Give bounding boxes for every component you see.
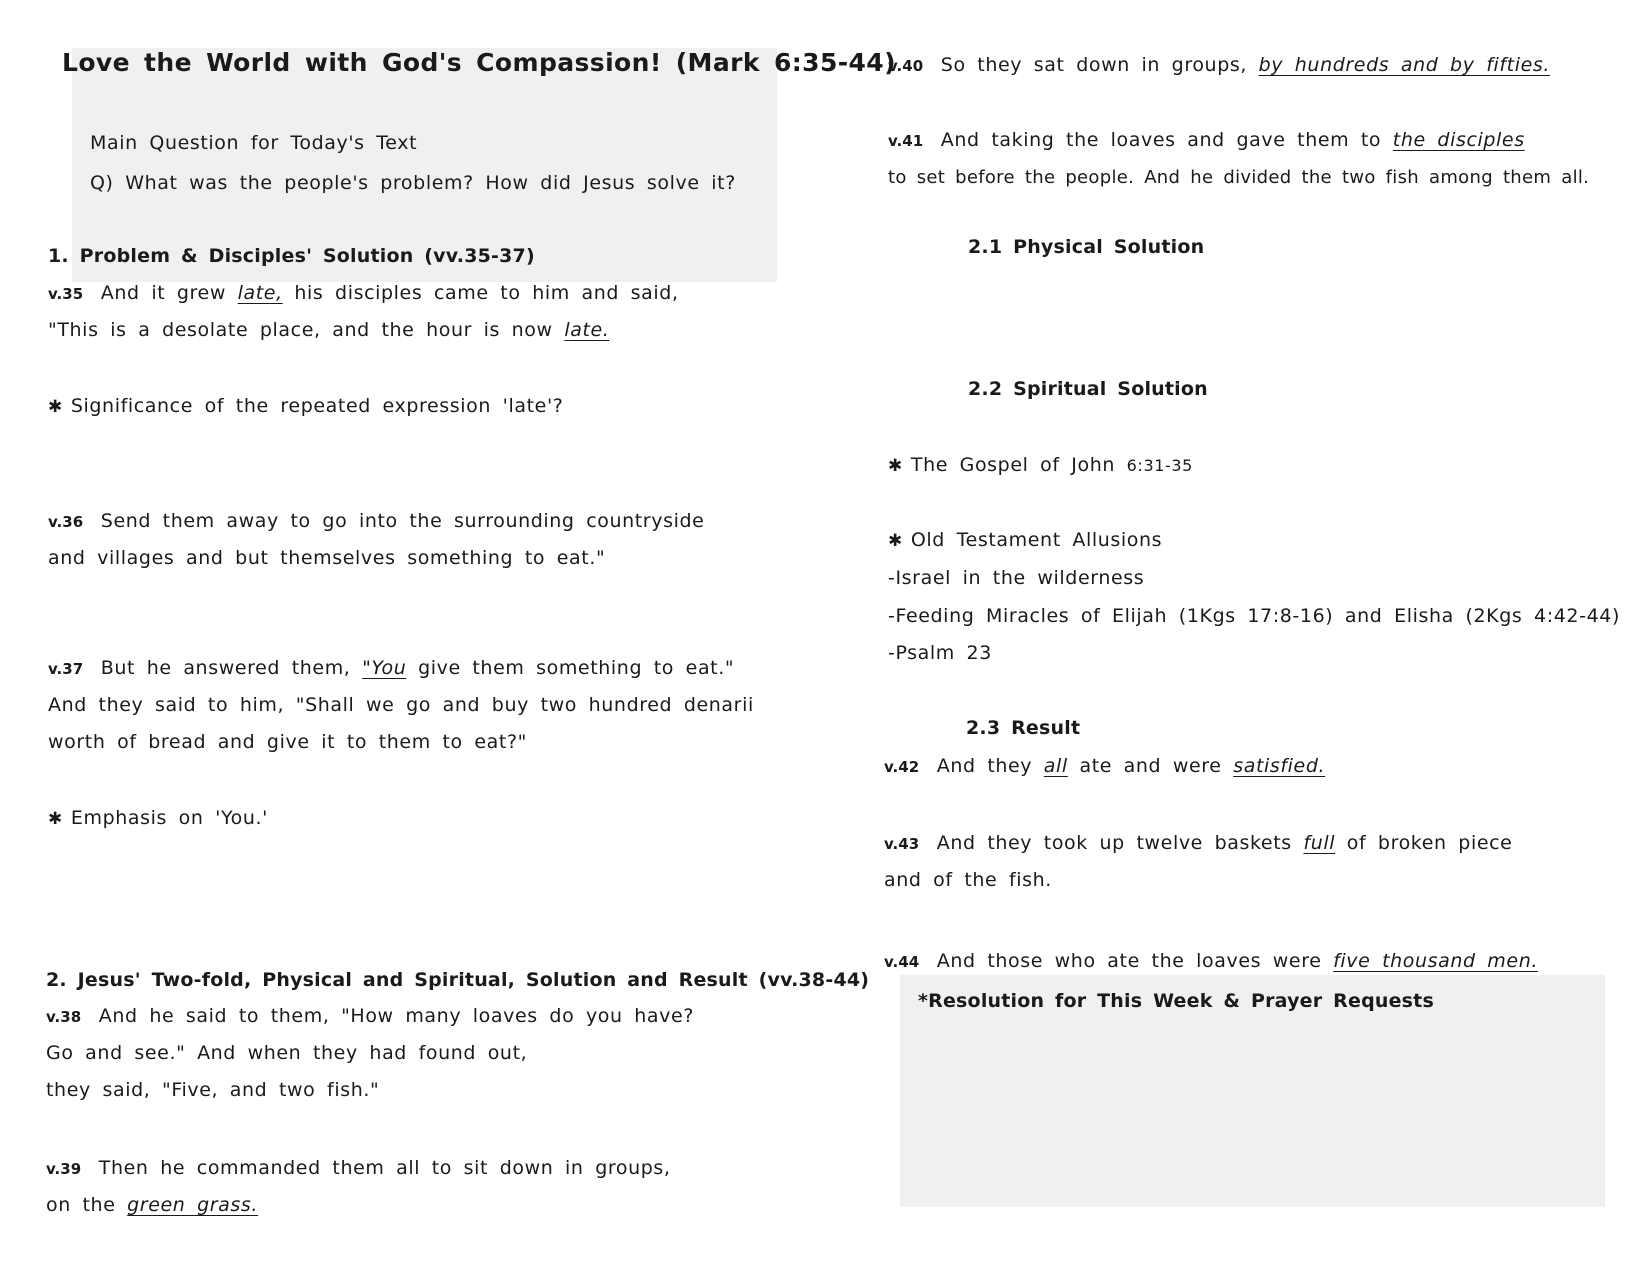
verse-number: v.35 bbox=[48, 285, 84, 303]
verse-43-line-1 bbox=[884, 830, 1512, 857]
verse-number: v.43 bbox=[884, 835, 920, 853]
subsection-2-3-heading: 2.3 Result bbox=[966, 717, 1081, 739]
note-john bbox=[888, 452, 1193, 479]
main-question: Q) What was the people's problem? How did Jesus solve it? bbox=[90, 172, 736, 194]
verse-44-line bbox=[884, 948, 1538, 975]
verse-text: And those who ate the loaves were bbox=[936, 950, 1322, 972]
underlined-phrase: by hundreds and by fifties. bbox=[1258, 54, 1551, 76]
verse-text: But he answered them, bbox=[100, 657, 351, 679]
underlined-word: full bbox=[1303, 832, 1336, 854]
verse-37-line-1 bbox=[48, 655, 734, 682]
verse-text: And he said to them, "How many loaves do you have? bbox=[98, 1005, 694, 1027]
verse-text: his disciples came to him and said, bbox=[294, 282, 679, 304]
page-title: Love the World with God's Compassion! (Mark 6:35-44) bbox=[62, 48, 896, 77]
verse-number: v.36 bbox=[48, 513, 84, 531]
note-you bbox=[48, 805, 268, 832]
note-reference: 6:31-35 bbox=[1126, 456, 1193, 475]
verse-number: v.39 bbox=[46, 1160, 82, 1178]
verse-number: v.42 bbox=[884, 758, 920, 776]
verse-text: Send them away to go into the surrounding countryside bbox=[100, 510, 705, 532]
verse-number: v.41 bbox=[888, 132, 924, 150]
verse-text: Then he commanded them all to sit down in groups, bbox=[98, 1157, 671, 1179]
note-late bbox=[48, 393, 563, 420]
verse-text: And they bbox=[936, 755, 1033, 777]
underlined-word: late. bbox=[564, 319, 610, 341]
resolution-heading: *Resolution for This Week & Prayer Requests bbox=[918, 990, 1434, 1012]
verse-text: on the bbox=[46, 1194, 116, 1216]
section-1-heading: 1. Problem & Disciples' Solution (vv.35-37) bbox=[48, 245, 535, 267]
verse-text: And they took up twelve baskets bbox=[936, 832, 1292, 854]
verse-text: of broken piece bbox=[1346, 832, 1513, 854]
verse-36-line-2: and villages and but themselves something to eat." bbox=[48, 547, 606, 569]
note-ot bbox=[888, 527, 1162, 554]
verse-41-line-1 bbox=[888, 127, 1525, 154]
asterisk-icon: ✱ bbox=[888, 456, 903, 476]
verse-number: v.44 bbox=[884, 953, 920, 971]
note-text: The Gospel of John bbox=[910, 454, 1116, 476]
verse-40-line bbox=[888, 52, 1550, 79]
asterisk-icon: ✱ bbox=[888, 531, 903, 551]
verse-36-line-1 bbox=[48, 508, 704, 535]
verse-39-line-2 bbox=[46, 1192, 258, 1218]
verse-number: v.37 bbox=[48, 660, 84, 678]
ot-allusion-item: -Psalm 23 bbox=[888, 642, 992, 664]
underlined-phrase: the disciples bbox=[1392, 129, 1525, 151]
verse-text: ate and were bbox=[1079, 755, 1222, 777]
verse-38-line-1 bbox=[46, 1003, 694, 1030]
underlined-word: all bbox=[1043, 755, 1068, 777]
verse-42-line bbox=[884, 753, 1325, 780]
main-question-label: Main Question for Today's Text bbox=[90, 132, 418, 154]
verse-41-line-2: to set before the people. And he divided the two fish among them all. bbox=[888, 167, 1590, 188]
section-2-heading: 2. Jesus' Two-fold, Physical and Spiritual, Solution and Result (vv.38-44) bbox=[46, 969, 870, 991]
verse-text: give them something to eat." bbox=[418, 657, 735, 679]
underlined-word: "You bbox=[362, 657, 407, 679]
ot-allusion-item: -Israel in the wilderness bbox=[888, 567, 1145, 589]
verse-39-line-1 bbox=[46, 1155, 671, 1182]
verse-38-line-3: they said, "Five, and two fish." bbox=[46, 1079, 380, 1101]
underlined-word: satisfied. bbox=[1233, 755, 1326, 777]
note-text: Emphasis on 'You.' bbox=[70, 807, 268, 829]
verse-43-line-2: and of the fish. bbox=[884, 869, 1052, 891]
ot-allusion-item: -Feeding Miracles of Elijah (1Kgs 17:8-16) and Elisha (2Kgs 4:42-44) bbox=[888, 605, 1620, 627]
verse-number: v.38 bbox=[46, 1008, 82, 1026]
verse-text: "This is a desolate place, and the hour is now bbox=[48, 319, 553, 341]
verse-text: So they sat down in groups, bbox=[940, 54, 1247, 76]
underlined-word: late, bbox=[237, 282, 283, 304]
verse-37-line-2: And they said to him, "Shall we go and buy two hundred denarii bbox=[48, 694, 754, 716]
verse-37-line-3: worth of bread and give it to them to eat?" bbox=[48, 731, 527, 753]
subsection-2-2-heading: 2.2 Spiritual Solution bbox=[968, 378, 1208, 400]
note-text: Significance of the repeated expression 'late'? bbox=[70, 395, 564, 417]
verse-35-line-1 bbox=[48, 280, 679, 307]
asterisk-icon: ✱ bbox=[48, 809, 63, 829]
verse-38-line-2: Go and see." And when they had found out, bbox=[46, 1042, 528, 1064]
verse-text: And it grew bbox=[100, 282, 226, 304]
note-text: Old Testament Allusions bbox=[910, 529, 1163, 551]
underlined-word: green grass. bbox=[127, 1194, 259, 1216]
underlined-phrase: five thousand men. bbox=[1333, 950, 1538, 972]
asterisk-icon: ✱ bbox=[48, 397, 63, 417]
verse-35-line-2 bbox=[48, 317, 609, 343]
verse-number: v.40 bbox=[888, 57, 924, 75]
verse-text: And taking the loaves and gave them to bbox=[940, 129, 1382, 151]
subsection-2-1-heading: 2.1 Physical Solution bbox=[968, 236, 1205, 258]
